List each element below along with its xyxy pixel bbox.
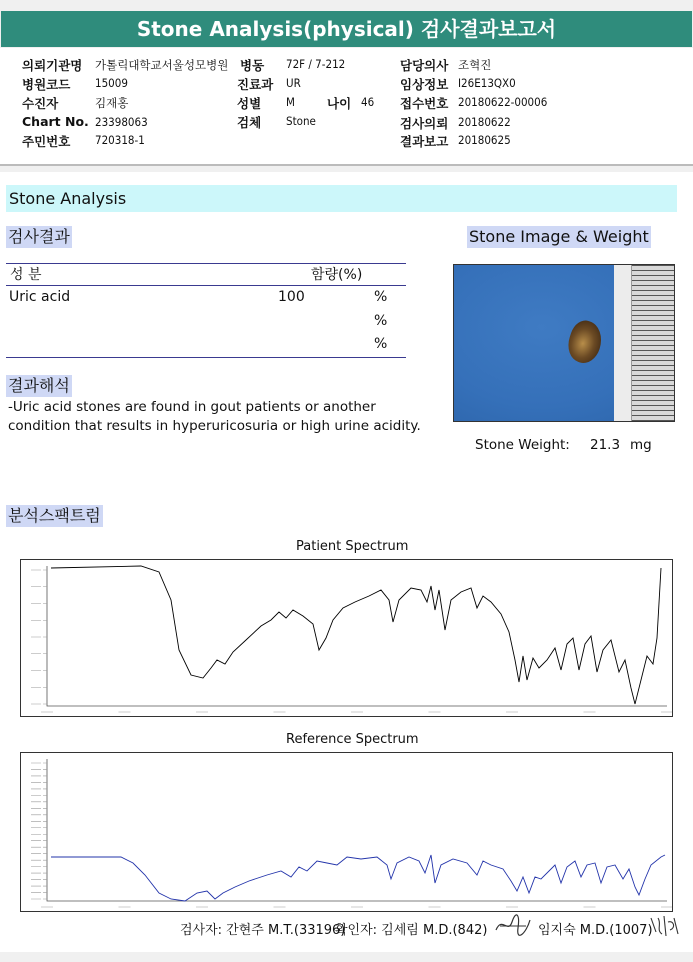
patient-trace <box>51 566 661 704</box>
row-3-unit: % <box>374 336 388 352</box>
clinical-value: I26E13QX0 <box>458 76 516 90</box>
stone-photo <box>453 264 675 422</box>
row-1-amount: 100 <box>278 289 305 305</box>
reference-spectrum-chart <box>20 752 673 912</box>
reference-trace <box>51 855 665 901</box>
interpretation-line-2: condition that results in hyperuricosuria or high urine acidity. <box>8 418 421 434</box>
chart-no-value: 23398063 <box>95 115 148 129</box>
reference-spectrum-title: Reference Spectrum <box>286 732 419 747</box>
image-heading: Stone Image & Weight <box>469 227 649 246</box>
table-header-line <box>6 285 406 286</box>
interpretation-heading: 결과해석 <box>8 376 70 395</box>
report-content <box>0 172 693 952</box>
dept-label: 진료과 <box>237 77 274 92</box>
specimen-label: 검체 <box>237 115 262 130</box>
result-heading: 검사결과 <box>8 227 70 246</box>
clinical-label: 임상정보 <box>400 77 449 92</box>
signature-2 <box>648 912 684 940</box>
patient-spectrum-svg <box>21 560 672 716</box>
ward-label: 병동 <box>240 58 265 73</box>
stone-weight-value: 21.3 <box>590 437 621 453</box>
report-date-label: 결과보고 <box>400 134 449 149</box>
stone-weight-label: Stone Weight: <box>475 437 570 453</box>
sex-value: M <box>286 95 295 109</box>
reference-spectrum-svg <box>21 753 672 911</box>
interpretation-line-1: -Uric acid stones are found in gout patients or another <box>8 399 376 415</box>
request-org-value: 가톨릭대학교서울성모병원 <box>95 58 229 72</box>
spectrum-heading: 분석스팩트럼 <box>8 506 101 525</box>
ruler-scale <box>614 265 674 421</box>
hospital-code-label: 병원코드 <box>22 77 71 92</box>
row-1-component: Uric acid <box>9 289 71 305</box>
sex-label: 성별 <box>237 96 262 111</box>
id-value: 720318-1 <box>95 133 145 147</box>
stone-specimen <box>563 317 606 367</box>
specimen-value: Stone <box>286 114 316 128</box>
row-2-unit: % <box>374 313 388 329</box>
hospital-code-value: 15009 <box>95 76 128 90</box>
request-date-value: 20180622 <box>458 115 511 129</box>
table-bottom-line <box>6 357 406 358</box>
examiner-text: 검사자: 간현주 M.T.(33196) <box>180 923 346 938</box>
age-value: 46 <box>361 95 375 109</box>
col-component: 성 분 <box>10 267 42 283</box>
report-date-value: 20180625 <box>458 133 511 147</box>
receipt-value: 20180622-00006 <box>458 95 548 109</box>
patient-info-panel <box>0 48 693 166</box>
request-date-label: 검사의뢰 <box>400 116 449 131</box>
patient-spectrum-chart <box>20 559 673 717</box>
report-title: Stone Analysis(physical) 검사결과보고서 <box>1 11 692 47</box>
receipt-label: 접수번호 <box>400 96 449 111</box>
section-stone-analysis: Stone Analysis <box>6 185 677 212</box>
third-signer-text: 임지숙 M.D.(1007) <box>538 923 653 938</box>
signature-1 <box>492 912 534 938</box>
col-amount: 함량(%) <box>311 267 363 283</box>
row-1-unit: % <box>374 289 388 305</box>
patient-spectrum-title: Patient Spectrum <box>296 539 409 554</box>
confirmer-text: 확인자: 김세림 M.D.(842) <box>335 923 488 938</box>
id-label: 주민번호 <box>22 134 71 149</box>
receiver-label: 수진자 <box>22 96 59 111</box>
request-org-label: 의뢰기관명 <box>22 58 83 73</box>
age-label: 나이 <box>327 96 352 111</box>
stone-weight-unit: mg <box>630 437 652 453</box>
doctor-value: 조혁진 <box>458 58 492 72</box>
ward-value: 72F / 7-212 <box>286 57 346 71</box>
receiver-value: 김재홍 <box>95 96 129 110</box>
dept-value: UR <box>286 76 301 90</box>
doctor-label: 담당의사 <box>400 58 449 73</box>
chart-no-label: Chart No. <box>22 114 89 129</box>
